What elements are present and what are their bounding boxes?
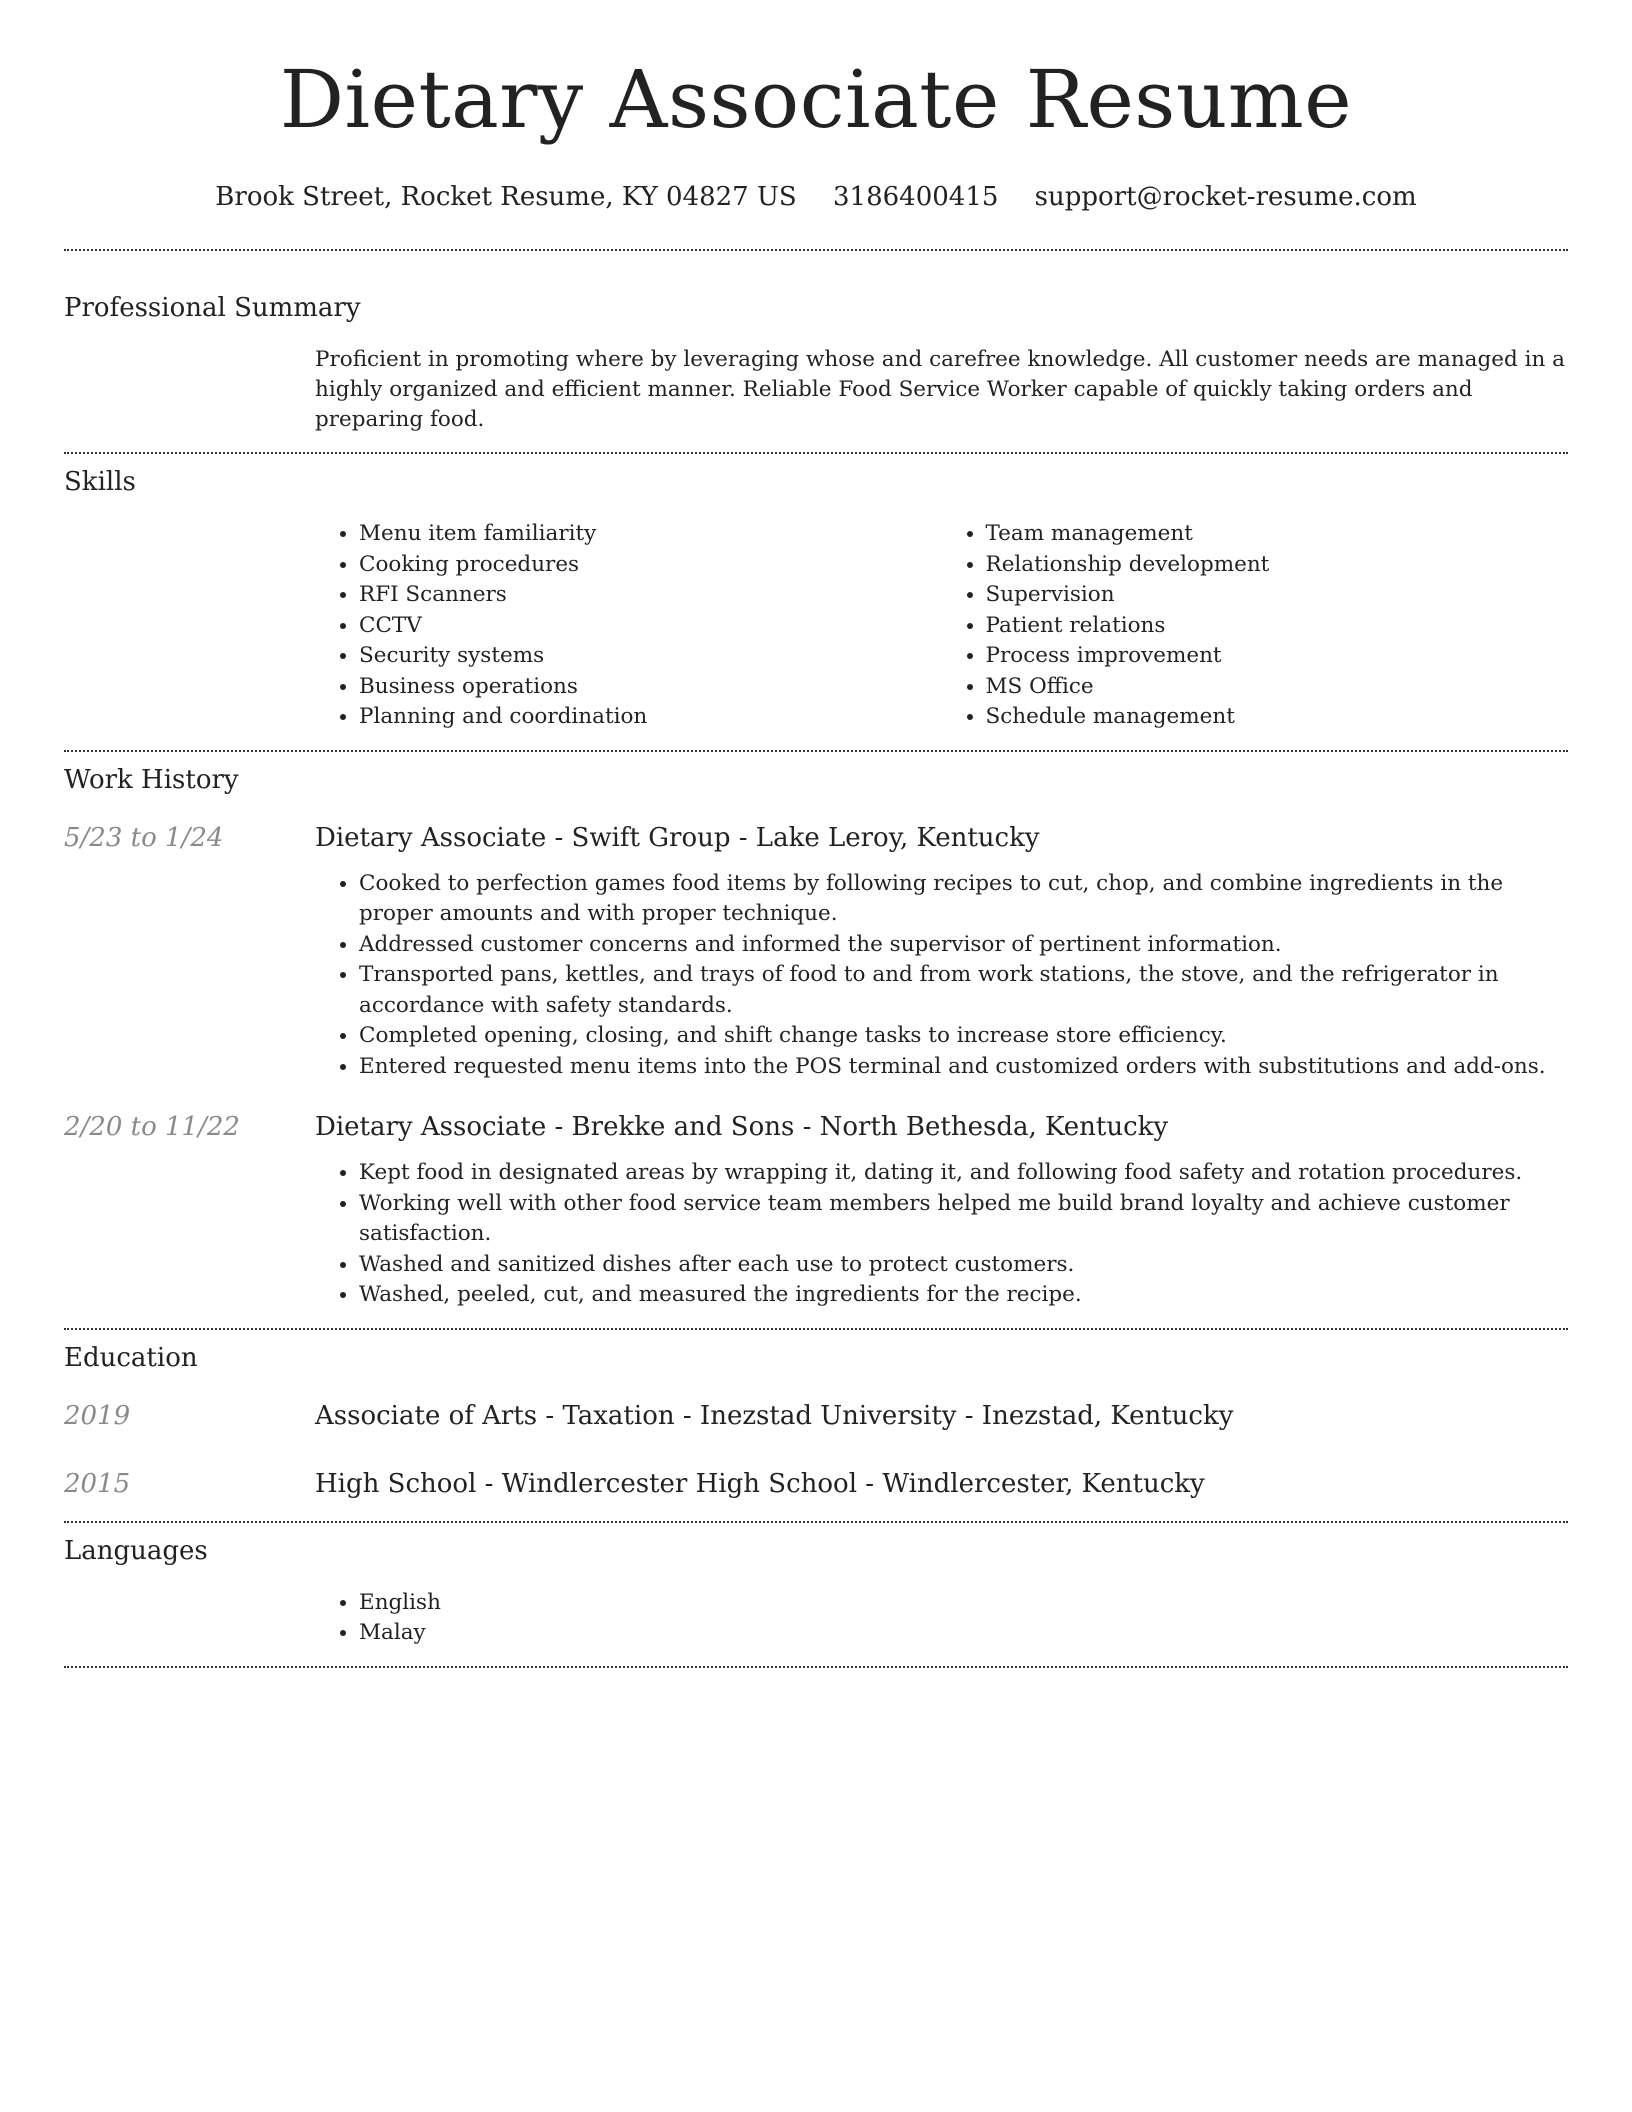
job-heading — [315, 821, 1568, 855]
duty-item: • Transported pans, kettles, and trays of food to and from work stations, the stove, and the refrigerator in accordance with safety standards. — [359, 960, 1568, 1021]
duty-item: • Addressed customer concerns and informed the supervisor of pertinent information. — [359, 930, 1568, 961]
skill-item: • RFI Scanners — [359, 580, 942, 611]
job-duties — [315, 1158, 1568, 1311]
language-item: • English — [359, 1588, 1568, 1619]
skill-item: • Team management — [986, 519, 1569, 550]
education-heading: Education — [64, 1342, 198, 1373]
education-entry — [64, 1399, 1568, 1433]
skill-item: • Process improvement — [986, 641, 1569, 672]
skills-heading: Skills — [64, 467, 136, 497]
job-duties — [315, 869, 1568, 1083]
duty-item: • Washed and sanitized dishes after each use to protect customers. — [359, 1250, 1568, 1281]
summary-section — [64, 251, 1568, 435]
skill-item: • Supervision — [986, 580, 1569, 611]
skills-section — [64, 454, 1568, 733]
skills-list-right — [942, 519, 1569, 733]
contact-email: support@rocket-resume.com — [1034, 182, 1417, 212]
skill-item: • Business operations — [359, 672, 942, 703]
duty-item: • Washed, peeled, cut, and measured the ingredients for the recipe. — [359, 1280, 1568, 1311]
duty-item: • Working well with other food service team members helped me build brand loyalty and achieve customer satisfaction. — [359, 1189, 1568, 1250]
resume-page — [64, 0, 1568, 1668]
job-dates: 2/20 to 11/22 — [64, 1112, 240, 1142]
skills-list-left — [315, 519, 942, 733]
skill-item: • Cooking procedures — [359, 550, 942, 581]
education-year: 2019 — [64, 1400, 131, 1431]
job-role: Dietary Associate — [315, 822, 547, 853]
skill-item: • MS Office — [986, 672, 1569, 703]
skill-item: • Menu item familiarity — [359, 519, 942, 550]
job-entry — [64, 1110, 1568, 1311]
job-employer: - Swift Group - Lake Leroy, Kentucky — [546, 822, 1040, 853]
education-entry — [64, 1467, 1568, 1501]
contact-address: Brook Street, Rocket Resume, KY 04827 US — [215, 182, 797, 212]
skill-item: • Relationship development — [986, 550, 1569, 581]
job-entry — [64, 821, 1568, 1083]
work-section — [64, 752, 1568, 1311]
languages-list — [315, 1588, 1568, 1649]
language-item: • Malay — [359, 1618, 1568, 1649]
contact-line — [64, 180, 1568, 214]
education-school: - Windlercester High School - Windlercester, Kentucky — [476, 1468, 1205, 1499]
job-employer: - Brekke and Sons - North Bethesda, Kentucky — [546, 1112, 1169, 1142]
education-heading-line — [315, 1467, 1568, 1501]
education-heading-line — [315, 1399, 1568, 1433]
job-heading — [315, 1110, 1568, 1144]
skill-item: • CCTV — [359, 611, 942, 642]
skill-item: • Security systems — [359, 641, 942, 672]
skill-item: • Schedule management — [986, 702, 1569, 733]
languages-heading: Languages — [64, 1535, 208, 1566]
education-school: - Inezstad University - Inezstad, Kentucky — [674, 1400, 1234, 1431]
summary-heading: Professional Summary — [64, 293, 361, 323]
work-heading: Work History — [64, 764, 239, 795]
resume-title: Dietary Associate Resume — [279, 53, 1353, 146]
duty-item: • Cooked to perfection games food items by following recipes to cut, chop, and combine ingredients in the proper amounts and with proper technique. — [359, 869, 1568, 930]
duty-item: • Kept food in designated areas by wrapping it, dating it, and following food safety and rotation procedures. — [359, 1158, 1568, 1189]
education-year: 2015 — [64, 1468, 131, 1499]
education-degree: High School — [315, 1468, 477, 1499]
job-role: Dietary Associate — [315, 1112, 547, 1142]
education-section — [64, 1330, 1568, 1501]
languages-section — [64, 1523, 1568, 1649]
skill-item: • Planning and coordination — [359, 702, 942, 733]
divider — [64, 1666, 1568, 1668]
duty-item: • Entered requested menu items into the POS terminal and customized orders with substitutions and add-ons. — [359, 1052, 1568, 1083]
contact-phone: 3186400415 — [832, 182, 999, 212]
education-degree: Associate of Arts - Taxation — [315, 1400, 675, 1431]
duty-item: • Completed opening, closing, and shift change tasks to increase store efficiency. — [359, 1021, 1568, 1052]
summary-text: Proficient in promoting where by leveraging whose and carefree knowledge. All customer needs are managed in a highly organized and efficient manner. Reliable Food Service Worker capable of quickly taking orders and preparing food. — [315, 347, 1565, 432]
job-dates: 5/23 to 1/24 — [64, 822, 224, 853]
skill-item: • Patient relations — [986, 611, 1569, 642]
